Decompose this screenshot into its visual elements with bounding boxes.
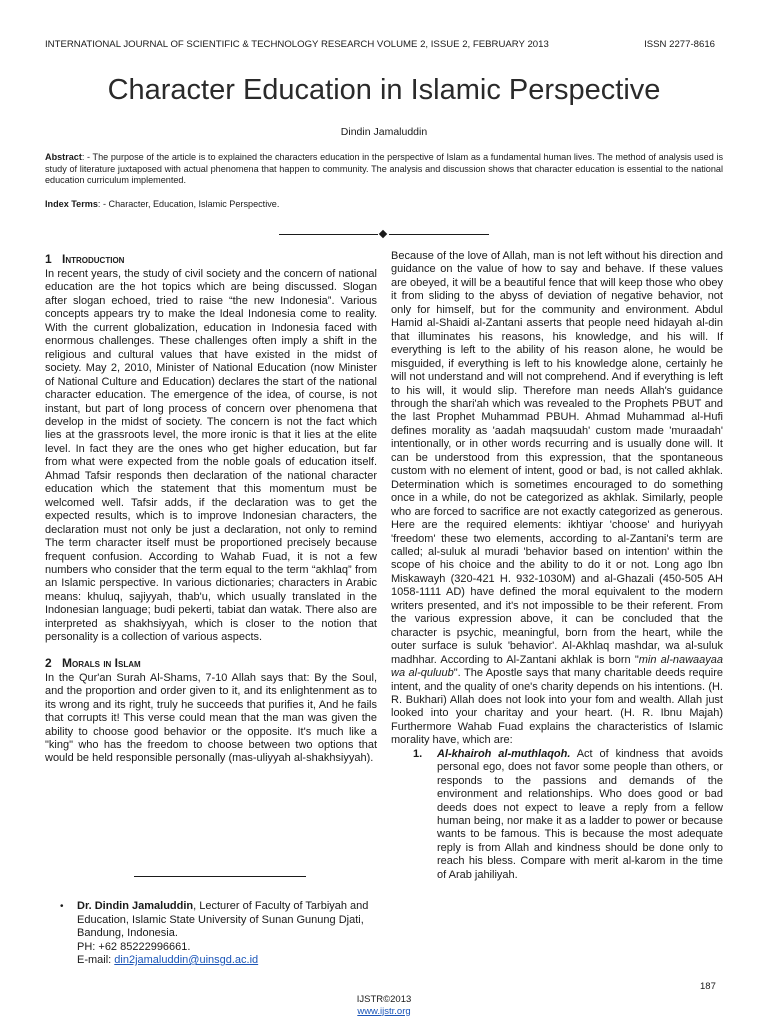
right-column-body bbox=[391, 250, 723, 748]
section-number: 2 bbox=[45, 655, 52, 670]
section-title: Morals in Islam bbox=[62, 655, 141, 670]
section-heading-morals bbox=[45, 656, 377, 670]
body-text: Because of the love of Allah, man is not left without his direction and guidance on the value of how to say and behave. If these values are obeyed, it will be a beautiful fence that will keep those who obey it from sliding to the abyss of deviation of negative behavior, not only for himself, but for the community and environment. Abdul Hamid al-Shaidi al-Zantani asserts that people need hidayah al-din that illuminates his reasons, his knowledge, and his will. If everything is left to the ability of his reason alone, he would be misguided, if everything is left to his knowledge alone, certainly he will not understand and will not comprehend. And if everything is left to his will, it would slip. Therefore man needs Allah's guidance through the shari'ah which was revealed to the Prophets PBUT and the last Prophet Muhammad PBUH. Ahmad Muhammad al-Hufi defines morality as 'aadah maqsuudah' custom made 'muraadah' intentionally, or in other words recurring and is usually done will. It can be understood from this expression, that the spontaneous custom with no element of intent, good or bad, is not called akhlak. Determination which is sometimes encouraged to do something once in a while, do not be categorized as akhlak. Similarly, people who are forced to sacrifice are not exactly categorized as generous. Here are the required elements: ikhtiyar 'choose' and huriyyah 'freedom' these two elements, according to al-Zantani's term are called; al-suluk al muradi 'behavior based on intention' within the scope of his choice and the ability to do it or not. Long ago Ibn Miskawayh (320-421 H. 932-1030M) and al-Ghazali (450-505 AH 1058-1111 AD) have defined the moral equivalent to the modern writers presented, and it's not impossible to be their referent. From the various expression above, it can be concluded that the character is psychic, meaningful, born from the heart, while the outer surface is suluk 'behavior'. Al-Akhlaq mashdar, wa al-suluk madhhar. According to Al-Zantani akhlak is born " bbox=[391, 250, 723, 666]
page-number: 187 bbox=[700, 981, 716, 992]
section-divider bbox=[279, 230, 489, 240]
left-column bbox=[45, 252, 377, 766]
right-column bbox=[391, 250, 723, 882]
abstract-text: : - The purpose of the article is to explained the characters education in the perspective of Islam as a fundamental human lives. The method of analysis used is study of literature juxtaposed with actual phenomena that happen to community. The analysis and discussion shows that character education is essential to the national education curriculum implemented. bbox=[45, 152, 723, 186]
body-text-continued: ". The Apostle says that many charitable deeds require intent, and the quality of one's charity depends on his intentions. (H. R. Bukhari) Allah does not look into your fom and wealth. Allah just looked into your charitay and your heart. (H. R. Ibnu Majah) Furthermore Wahab Fuad explains the characteristics of Islamic morality have, which are: bbox=[391, 667, 723, 747]
list-item-term: Al-khairoh al-muthlaqoh. bbox=[437, 747, 571, 760]
email-link[interactable]: din2jamaluddin@uinsgd.ac.id bbox=[114, 954, 259, 966]
footnote-rule bbox=[134, 876, 306, 877]
section-number: 1 bbox=[45, 252, 52, 266]
index-terms-label: Index Terms bbox=[45, 199, 98, 209]
italic-quote: min al-nawaayaa wa al-quluub bbox=[391, 653, 724, 680]
footnote-body bbox=[77, 900, 372, 968]
issn: ISSN 2277-8616 bbox=[644, 39, 715, 50]
footnote-email-label: E-mail: bbox=[77, 954, 115, 966]
divider-line-left bbox=[279, 234, 378, 235]
journal-name: INTERNATIONAL JOURNAL OF SCIENTIFIC & TECHNOLOGY RESEARCH VOLUME 2, ISSUE 2, FEBRUARY 2013 bbox=[45, 39, 549, 50]
footnote-author-name: Dr. Dindin Jamaluddin bbox=[77, 900, 194, 912]
footnote-phone: PH: +62 85222996661. bbox=[77, 940, 191, 953]
bullet-icon: • bbox=[60, 901, 64, 912]
section-title: Introduction bbox=[62, 252, 125, 266]
divider-line-right bbox=[389, 234, 489, 235]
author-name: Dindin Jamaluddin bbox=[340, 126, 428, 138]
introduction-body: In recent years, the study of civil society and the concern of national education are the hot topics which are being discussed. Slogan after slogan echoed, tried to raise “the new Indonesia”. Various concepts appears try to make the Ideal Indonesia come to reality. With the current globalization, education in Indonesia faced with enormous challenges. These challenges often imply a shift in the religious and cultural values that have existed in the midst of society. May 2, 2010, Minister of National Education (now Minister of National Culture and Education) declares the start of the national character education. The emergence of the idea, of course, is not instant, but part of long process of concern over phenomena that develop in the midst of society. The concern is not the fact which lies at the grassroots level, the more ironic is that it lies at the elite level. In fact they are the ones who get higher education, but far from what were expected from the noble goals of education itself. Ahmad Tafsir responds then declaration of the national character education which the statement that this momentum must be welcomed well. Tafsir adds, if the declaration was to get the expected results, which is to improve Indonesian characters, the declaration must not only be just a declaration, not only to remind The term character itself must be proportioned precisely because frequent confusion. According to Wahab Fuad, it is not a few numbers who consider that the term equal to the term “akhlaq” from an Islamic perspective. In various dictionaries; characters in Arabic means: khuluq, sajiyyah, thab'u, which usually translated in the Indonesian language; budi pekerti, tabiat dan watak. There also are interpreted as shakhsiyyah, which is closer to the notion that personality is a collection of various aspects. bbox=[45, 268, 377, 644]
footnote-affiliation: , Lecturer of Faculty of Tarbiyah and Education, Islamic State University of Sunan Gunung Djati, Bandung, Indonesia. bbox=[77, 900, 369, 939]
footer-copyright: IJSTR©2013 bbox=[356, 994, 412, 1005]
author-footnote bbox=[60, 900, 372, 968]
footer-url-link[interactable]: www.ijstr.org bbox=[357, 1005, 411, 1017]
list-item bbox=[391, 748, 723, 883]
divider-diamond-icon bbox=[379, 230, 387, 238]
index-terms bbox=[45, 199, 723, 209]
list-marker: 1. bbox=[413, 747, 423, 760]
abstract-label: Abstract bbox=[45, 152, 82, 162]
section-heading-introduction bbox=[45, 252, 377, 266]
abstract bbox=[45, 152, 723, 187]
paper-title: Character Education in Islamic Perspective bbox=[107, 74, 661, 106]
page-footer bbox=[0, 994, 768, 1017]
list-item-description: Act of kindness that avoids personal ego, does not favor some people than others, or responds to the passions and demands of the environment and relationships. Who does good or bad deeds does not expect to leave a reply from a fellow human being, nor make it as a ladder to power or because wants to be famous. This is because the most adequate reply is from Allah and kindness should be done only to reach his bless. Compare with merit al-karom in the time of Arab jahiliyah. bbox=[437, 747, 723, 881]
index-terms-text: : - Character, Education, Islamic Perspective. bbox=[97, 199, 280, 209]
list-item-text bbox=[437, 748, 723, 883]
morals-body: In the Qur'an Surah Al-Shams, 7-10 Allah says that: By the Soul, and the proportion and order given to it, and its enlightenment as to its wrong and its right, truly he succeeds that purifies it, And he fails that corrupts it! This verse could mean that the man was given the ability to choose good behavior or the opposite. It's much like a "king" who has the freedom to choose between two options that would be held responsible personally (mas-uliyyah al-shakhsiyyah). bbox=[45, 671, 377, 765]
